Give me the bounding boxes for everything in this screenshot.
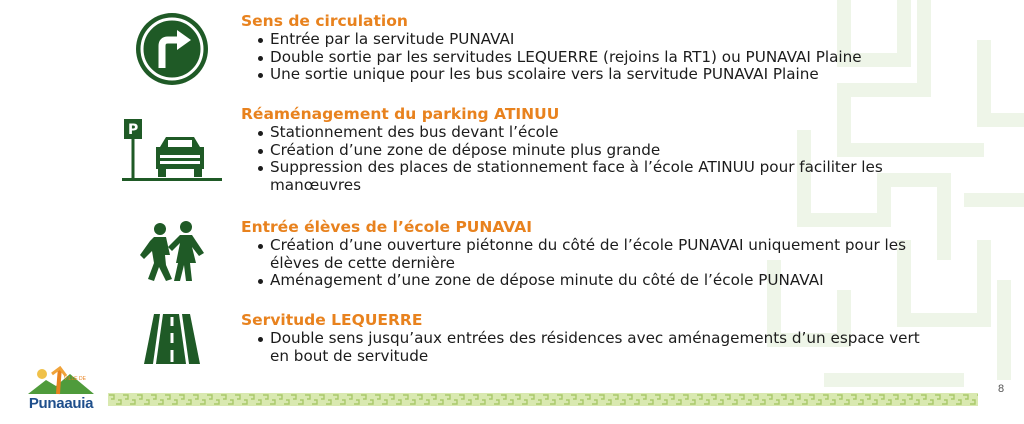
list-item: Stationnement des bus devant l’école [241, 124, 921, 142]
list-item: Aménagement d’une zone de dépose minute du côté de l’école PUNAVAI [241, 272, 921, 290]
children-crossing-icon [122, 218, 222, 284]
decorative-band [108, 393, 978, 406]
section-title: Réaménagement du parking ATINUU [241, 105, 560, 123]
logo-subtitle: VILLE DE [64, 376, 86, 382]
bullet-list [241, 330, 921, 365]
svg-text:P: P [128, 122, 139, 138]
list-item: Une sortie unique pour les bus scolaire vers la servitude PUNAVAI Plaine [241, 66, 921, 84]
section-text [241, 218, 921, 290]
section-title: Sens de circulation [241, 12, 408, 30]
list-item: Suppression des places de stationnement face à l’école ATINUU pour faciliter les manœuvres [241, 159, 921, 194]
section-text [241, 12, 921, 84]
section-text [241, 311, 921, 365]
bullet-list [241, 124, 921, 194]
bullet-list [241, 31, 921, 84]
list-item: Création d’une zone de dépose minute plus grande [241, 142, 921, 160]
list-item: Entrée par la servitude PUNAVAI [241, 31, 921, 49]
section-title: Servitude LEQUERRE [241, 311, 423, 329]
turn-right-sign-icon [122, 14, 222, 84]
list-item: Double sens jusqu’aux entrées des résidences avec aménagements d’un espace vert en bout de servitude [241, 330, 921, 365]
road-icon [122, 311, 222, 367]
list-item: Double sortie par les servitudes LEQUERRE (rejoins la RT1) ou PUNAVAI Plaine [241, 49, 921, 67]
section-title: Entrée élèves de l’école PUNAVAI [241, 218, 533, 236]
bullet-list [241, 237, 921, 290]
logo-text: Punaauia [28, 395, 94, 412]
section-text [241, 105, 921, 194]
page-number: 8 [998, 383, 1005, 395]
list-item: Création d’une ouverture piétonne du côté de l’école PUNAVAI uniquement pour les élèves de cette dernière [241, 237, 921, 272]
parking-car-icon [122, 115, 222, 185]
punaauia-logo [26, 364, 96, 414]
